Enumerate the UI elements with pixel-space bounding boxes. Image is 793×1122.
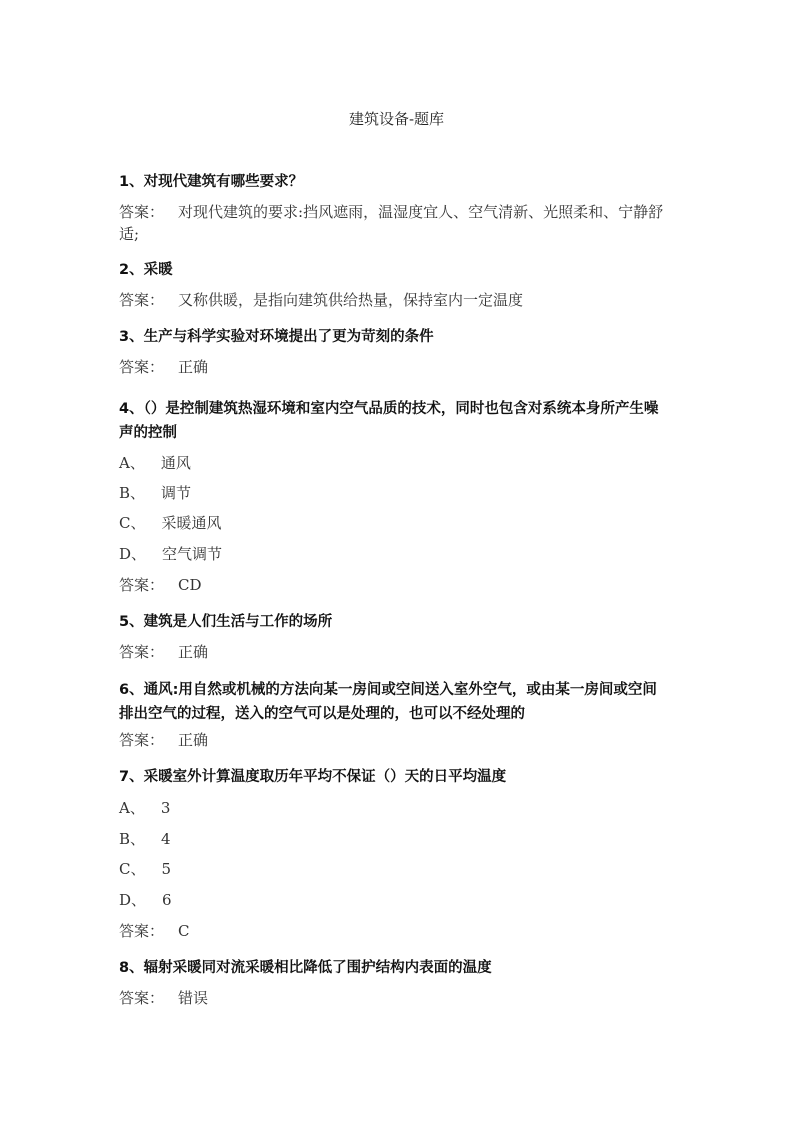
option-letter: C、 (119, 514, 146, 532)
answer-line (119, 201, 667, 245)
question-text: 7、采暖室外计算温度取历年平均不保证（）天的日平均温度 (119, 769, 507, 785)
answer-option (119, 889, 667, 911)
answer-option (119, 828, 667, 850)
answer-line (119, 641, 667, 663)
question-text: 1、对现代建筑有哪些要求？ (119, 174, 304, 190)
question-text: 4、（）是控制建筑热湿环境和室内空气品质的技术，同时也包含对系统本身所产生噪声的控制 (119, 401, 659, 441)
answer-text: C (178, 922, 190, 940)
option-letter: A、 (119, 454, 145, 472)
question-text: 8、辐射采暖同对流采暖相比降低了围护结构内表面的温度 (119, 960, 492, 976)
answer-line (119, 574, 667, 596)
option-text: 通风 (160, 454, 191, 472)
answer-label: 答案： (119, 291, 165, 309)
option-text: 空气调节 (162, 545, 223, 563)
answer-label: 答案： (119, 203, 165, 221)
option-text: 采暖通风 (161, 514, 222, 532)
answer-label: 答案： (119, 358, 165, 376)
option-text: 3 (160, 799, 171, 817)
answer-option (119, 543, 667, 565)
answer-text: CD (178, 576, 202, 594)
option-letter: C、 (119, 860, 146, 878)
answer-label: 答案： (119, 922, 165, 940)
answer-text: 又称供暖，是指向建筑供给热量，保持室内一定温度 (178, 291, 524, 309)
answer-text: 正确 (178, 731, 209, 749)
question-text: 5、建筑是人们生活与工作的场所 (119, 614, 333, 630)
option-text: 调节 (161, 484, 192, 502)
document-title: 建筑设备-题库 (348, 110, 445, 128)
answer-option (119, 452, 667, 474)
answer-option (119, 482, 667, 504)
answer-line (119, 987, 667, 1009)
answer-label: 答案： (119, 643, 165, 661)
option-letter: A、 (119, 799, 145, 817)
option-letter: B、 (119, 484, 146, 502)
answer-line (119, 920, 667, 942)
answer-option (119, 797, 667, 819)
question-text: 2、采暖 (119, 262, 173, 278)
option-text: 6 (162, 891, 172, 909)
answer-label: 答案： (119, 989, 165, 1007)
option-letter: D、 (119, 891, 147, 909)
answer-option (119, 858, 667, 880)
option-text: 4 (161, 830, 171, 848)
question-text: 3、生产与科学实验对环境提出了更为苛刻的条件 (119, 329, 434, 345)
answer-line (119, 356, 667, 378)
option-text: 5 (161, 860, 172, 878)
answer-option (119, 512, 667, 534)
answer-text: 错误 (178, 989, 209, 1007)
answer-label: 答案： (119, 576, 165, 594)
answer-text: 正确 (178, 358, 209, 376)
answer-text: 对现代建筑的要求:挡风遮雨，温湿度宜人、空气清新、光照柔和、宁静舒适; (119, 203, 664, 243)
option-letter: D、 (119, 545, 147, 563)
answer-label: 答案： (119, 731, 165, 749)
option-letter: B、 (119, 830, 146, 848)
answer-line (119, 729, 667, 751)
question-text: 6、通风:用自然或机械的方法向某一房间或空间送入室外空气，或由某一房间或空间排出空气的过程，送入的空气可以是处理的，也可以不经处理的 (119, 682, 657, 722)
answer-text: 正确 (178, 643, 209, 661)
answer-line (119, 289, 667, 311)
